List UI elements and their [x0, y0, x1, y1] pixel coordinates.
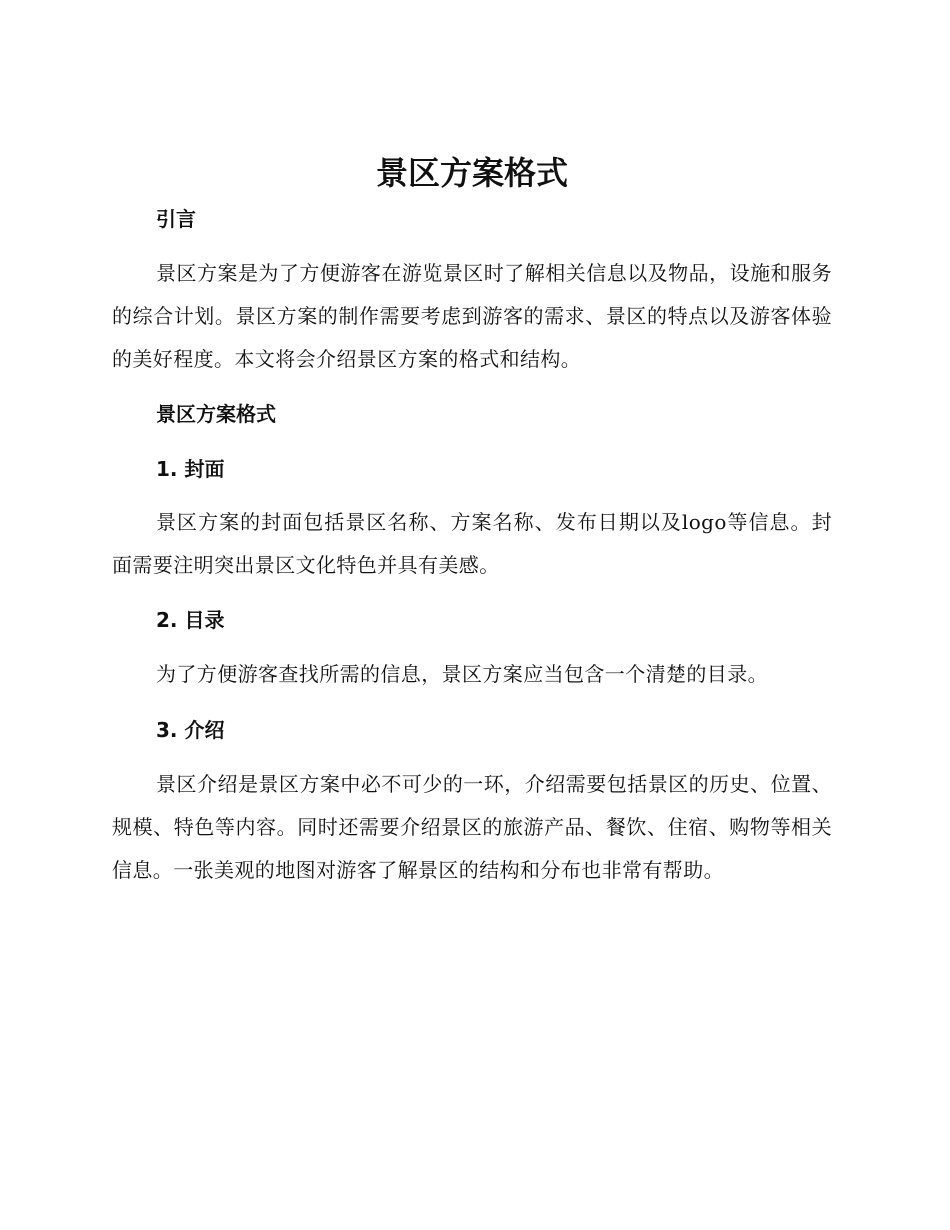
document-title: 景区方案格式 [375, 154, 568, 192]
section-paragraph-intro: 景区方案是为了方便游客在游览景区时了解相关信息以及物品，设施和服务的综合计划。景区方案的制作需要考虑到游客的需求、景区的特点以及游客体验的美好程度。本文将会介绍景区方案的格式和结构。 [112, 261, 832, 371]
section-heading-toc: 2. 目录 [156, 608, 225, 632]
section-paragraph-toc: 为了方便游客查找所需的信息，景区方案应当包含一个清楚的目录。 [156, 662, 768, 686]
section-heading-cover: 1. 封面 [156, 457, 225, 481]
section-heading-intro: 引言 [156, 207, 196, 231]
section-paragraph-cover: 景区方案的封面包括景区名称、方案名称、发布日期以及logo等信息。封面需要注明突出景区文化特色并具有美感。 [112, 510, 832, 577]
section-heading-introduction: 3. 介绍 [156, 718, 225, 742]
section-paragraph-introduction: 景区介绍是景区方案中必不可少的一环，介绍需要包括景区的历史、位置、规模、特色等内容。同时还需要介绍景区的旅游产品、餐饮、住宿、购物等相关信息。一张美观的地图对游客了解景区的结构和分布也非常有帮助。 [112, 772, 832, 882]
section-heading-format: 景区方案格式 [156, 402, 276, 426]
